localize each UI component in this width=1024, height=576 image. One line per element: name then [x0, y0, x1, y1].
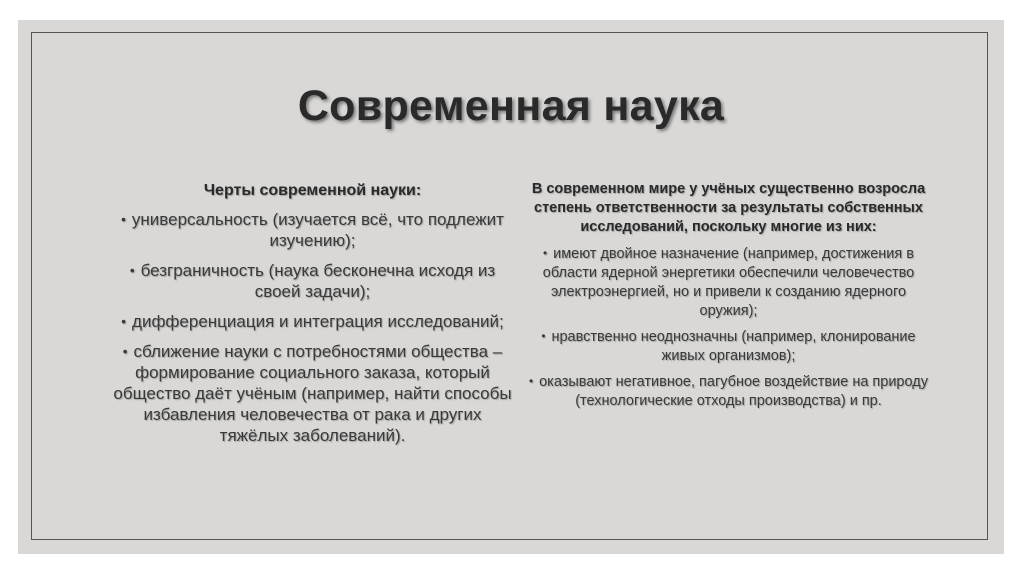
list-item [110, 341, 515, 446]
list-item-text: имеют двойное назначение (например, достижения в области ядерной энергетики обеспечили человечество электроэнергией, но и привели к созданию ядерного оружия); [542, 246, 915, 319]
slide [18, 20, 1004, 554]
list-item [110, 260, 515, 302]
list-item-text: оказывают негативное, пагубное воздействие на природу (технологические отходы производства) и пр. [539, 374, 928, 409]
bullet-icon: • [121, 212, 126, 227]
left-list [110, 209, 515, 446]
list-item [526, 244, 931, 321]
list-item-text: дифференциация и интеграция исследований; [132, 312, 504, 331]
list-item [526, 327, 931, 366]
list-item [110, 311, 515, 332]
bullet-icon: • [529, 375, 534, 388]
right-list [526, 244, 931, 411]
list-item [110, 209, 515, 251]
bullet-icon: • [543, 247, 548, 260]
bullet-icon: • [121, 314, 127, 329]
list-item [526, 372, 931, 411]
bullet-icon: • [541, 330, 546, 343]
list-item-text: сближение науки с потребностями общества – формирование социального заказа, который общество даёт учёным (например, найти способы избавления человечества от рака и других тяжёлых заболеваний). [113, 342, 512, 445]
list-item-text: безграничность (наука бесконечна исходя из своей задачи); [140, 261, 496, 301]
left-heading: Черты современной науки: [203, 182, 422, 199]
right-column [526, 180, 931, 417]
bullet-icon: • [129, 263, 135, 278]
slide-title: Современная наука [297, 82, 725, 130]
right-heading: В современном мире у учёных существенно возросла степень ответственности за результаты собственных исследований, поскольку многие из них: [531, 181, 926, 235]
list-item-text: нравственно неоднозначны (например, клонирование живых организмов); [551, 329, 916, 364]
left-column [110, 180, 515, 455]
list-item-text: универсальность (изучается всё, что подлежит изучению); [131, 210, 504, 250]
bullet-icon: • [122, 344, 128, 359]
